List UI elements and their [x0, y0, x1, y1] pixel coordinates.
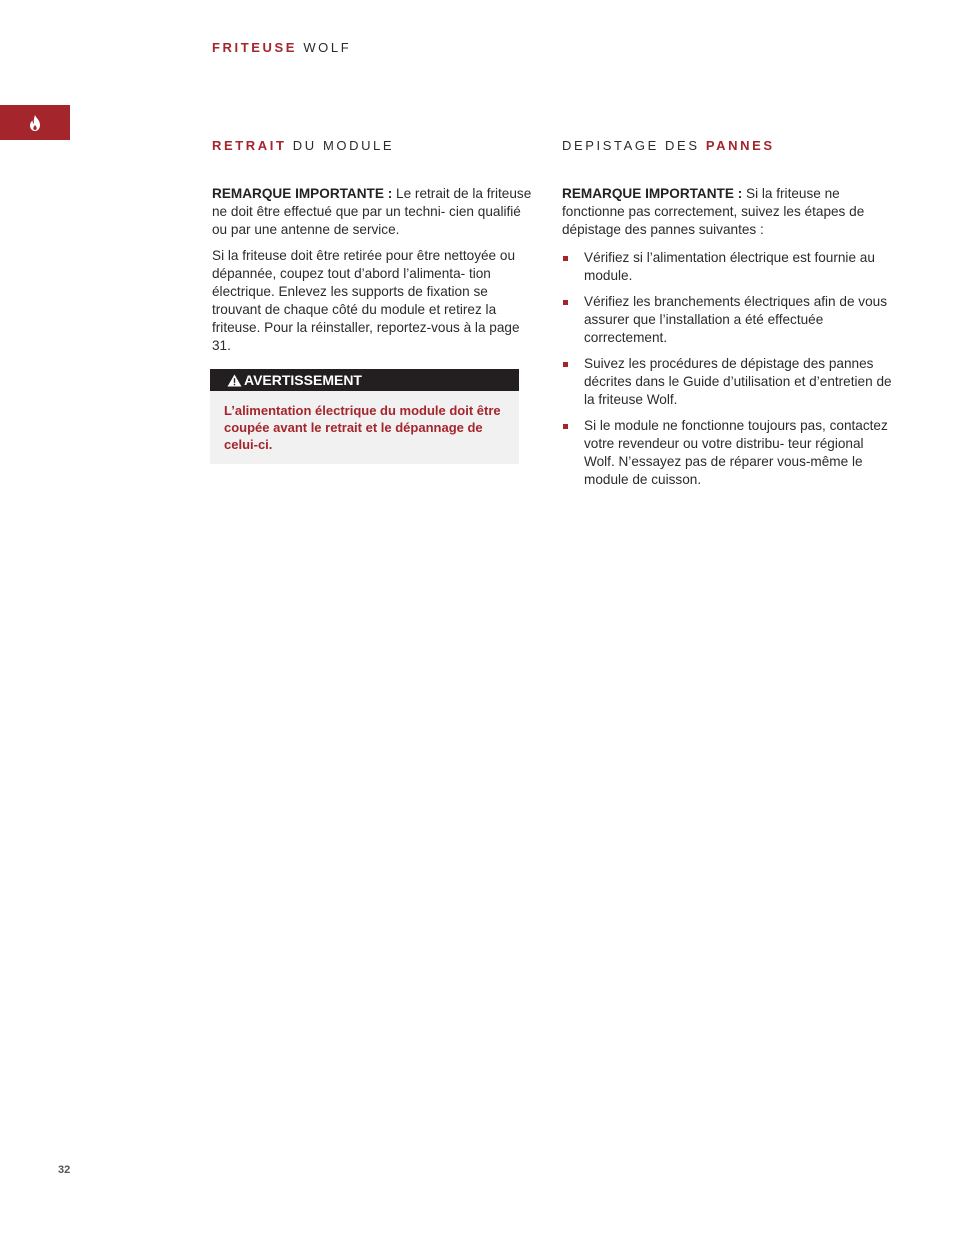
warning-header: [210, 369, 519, 391]
note-text: Si la friteuse ne fonctionne pas correctement, suivez les étapes de dépistage des pannes suivantes :: [562, 186, 865, 237]
warning-triangle-icon: [227, 374, 242, 387]
list-item: [562, 249, 892, 285]
note-text: Le retrait de la friteuse ne doit être effectué que par un techni- cien qualifié ou par une antenne de service.: [212, 186, 532, 237]
warning-text: L’alimentation électrique du module doit être coupée avant le retrait et le dépannage de celui-ci.: [224, 403, 501, 452]
warning-title: AVERTISSEMENT: [244, 372, 362, 388]
bullet-square-icon: [563, 300, 568, 305]
important-note: [562, 185, 892, 239]
bullet-square-icon: [563, 424, 568, 429]
right-column: [562, 185, 892, 497]
title-rest: DU MODULE: [292, 138, 395, 153]
flame-icon: [29, 115, 41, 131]
list-item: [562, 355, 892, 409]
note-label: REMARQUE IMPORTANTE :: [562, 186, 743, 201]
page-number: 32: [58, 1164, 71, 1176]
list-item-text: Si le module ne fonctionne toujours pas, contactez votre revendeur ou votre distribu- teur régional Wolf. N’essayez pas de réparer vous-même le module de cuisson.: [584, 418, 888, 487]
list-item: [562, 417, 892, 489]
note-label: REMARQUE IMPORTANTE :: [212, 186, 393, 201]
list-item-text: Vérifiez les branchements électriques afin de vous assurer que l’installation a été effectuée correctement.: [584, 294, 887, 345]
body-paragraph: Si la friteuse doit être retirée pour être nettoyée ou dépannée, coupez tout d’abord l’alimenta- tion électrique. Enlevez les supports de fixation se trouvant de chaque côté du module et retirez la friteuse. Pour la réinstaller, reportez-vous à la page 31.: [212, 248, 520, 353]
list-item-text: Vérifiez si l’alimentation électrique est fournie au module.: [584, 250, 875, 283]
section-title-retrait: [212, 138, 394, 153]
title-rest: DEPISTAGE DES: [562, 138, 700, 153]
title-accent: RETRAIT: [212, 138, 287, 153]
troubleshooting-list: [562, 249, 892, 489]
list-item-text: Suivez les procédures de dépistage des pannes décrites dans le Guide d’utilisation et d’entretien de la friteuse Wolf.: [584, 356, 892, 407]
list-item: [562, 293, 892, 347]
bullet-square-icon: [563, 362, 568, 367]
warning-box: [210, 369, 519, 464]
running-header: [212, 40, 351, 55]
important-note: [212, 185, 532, 239]
title-accent: PANNES: [705, 138, 775, 153]
header-product: FRITEUSE: [212, 40, 298, 55]
header-brand: WOLF: [303, 40, 352, 55]
left-column: [212, 185, 532, 363]
section-title-depistage: [562, 138, 775, 153]
section-tab: [0, 105, 70, 140]
bullet-square-icon: [563, 256, 568, 261]
